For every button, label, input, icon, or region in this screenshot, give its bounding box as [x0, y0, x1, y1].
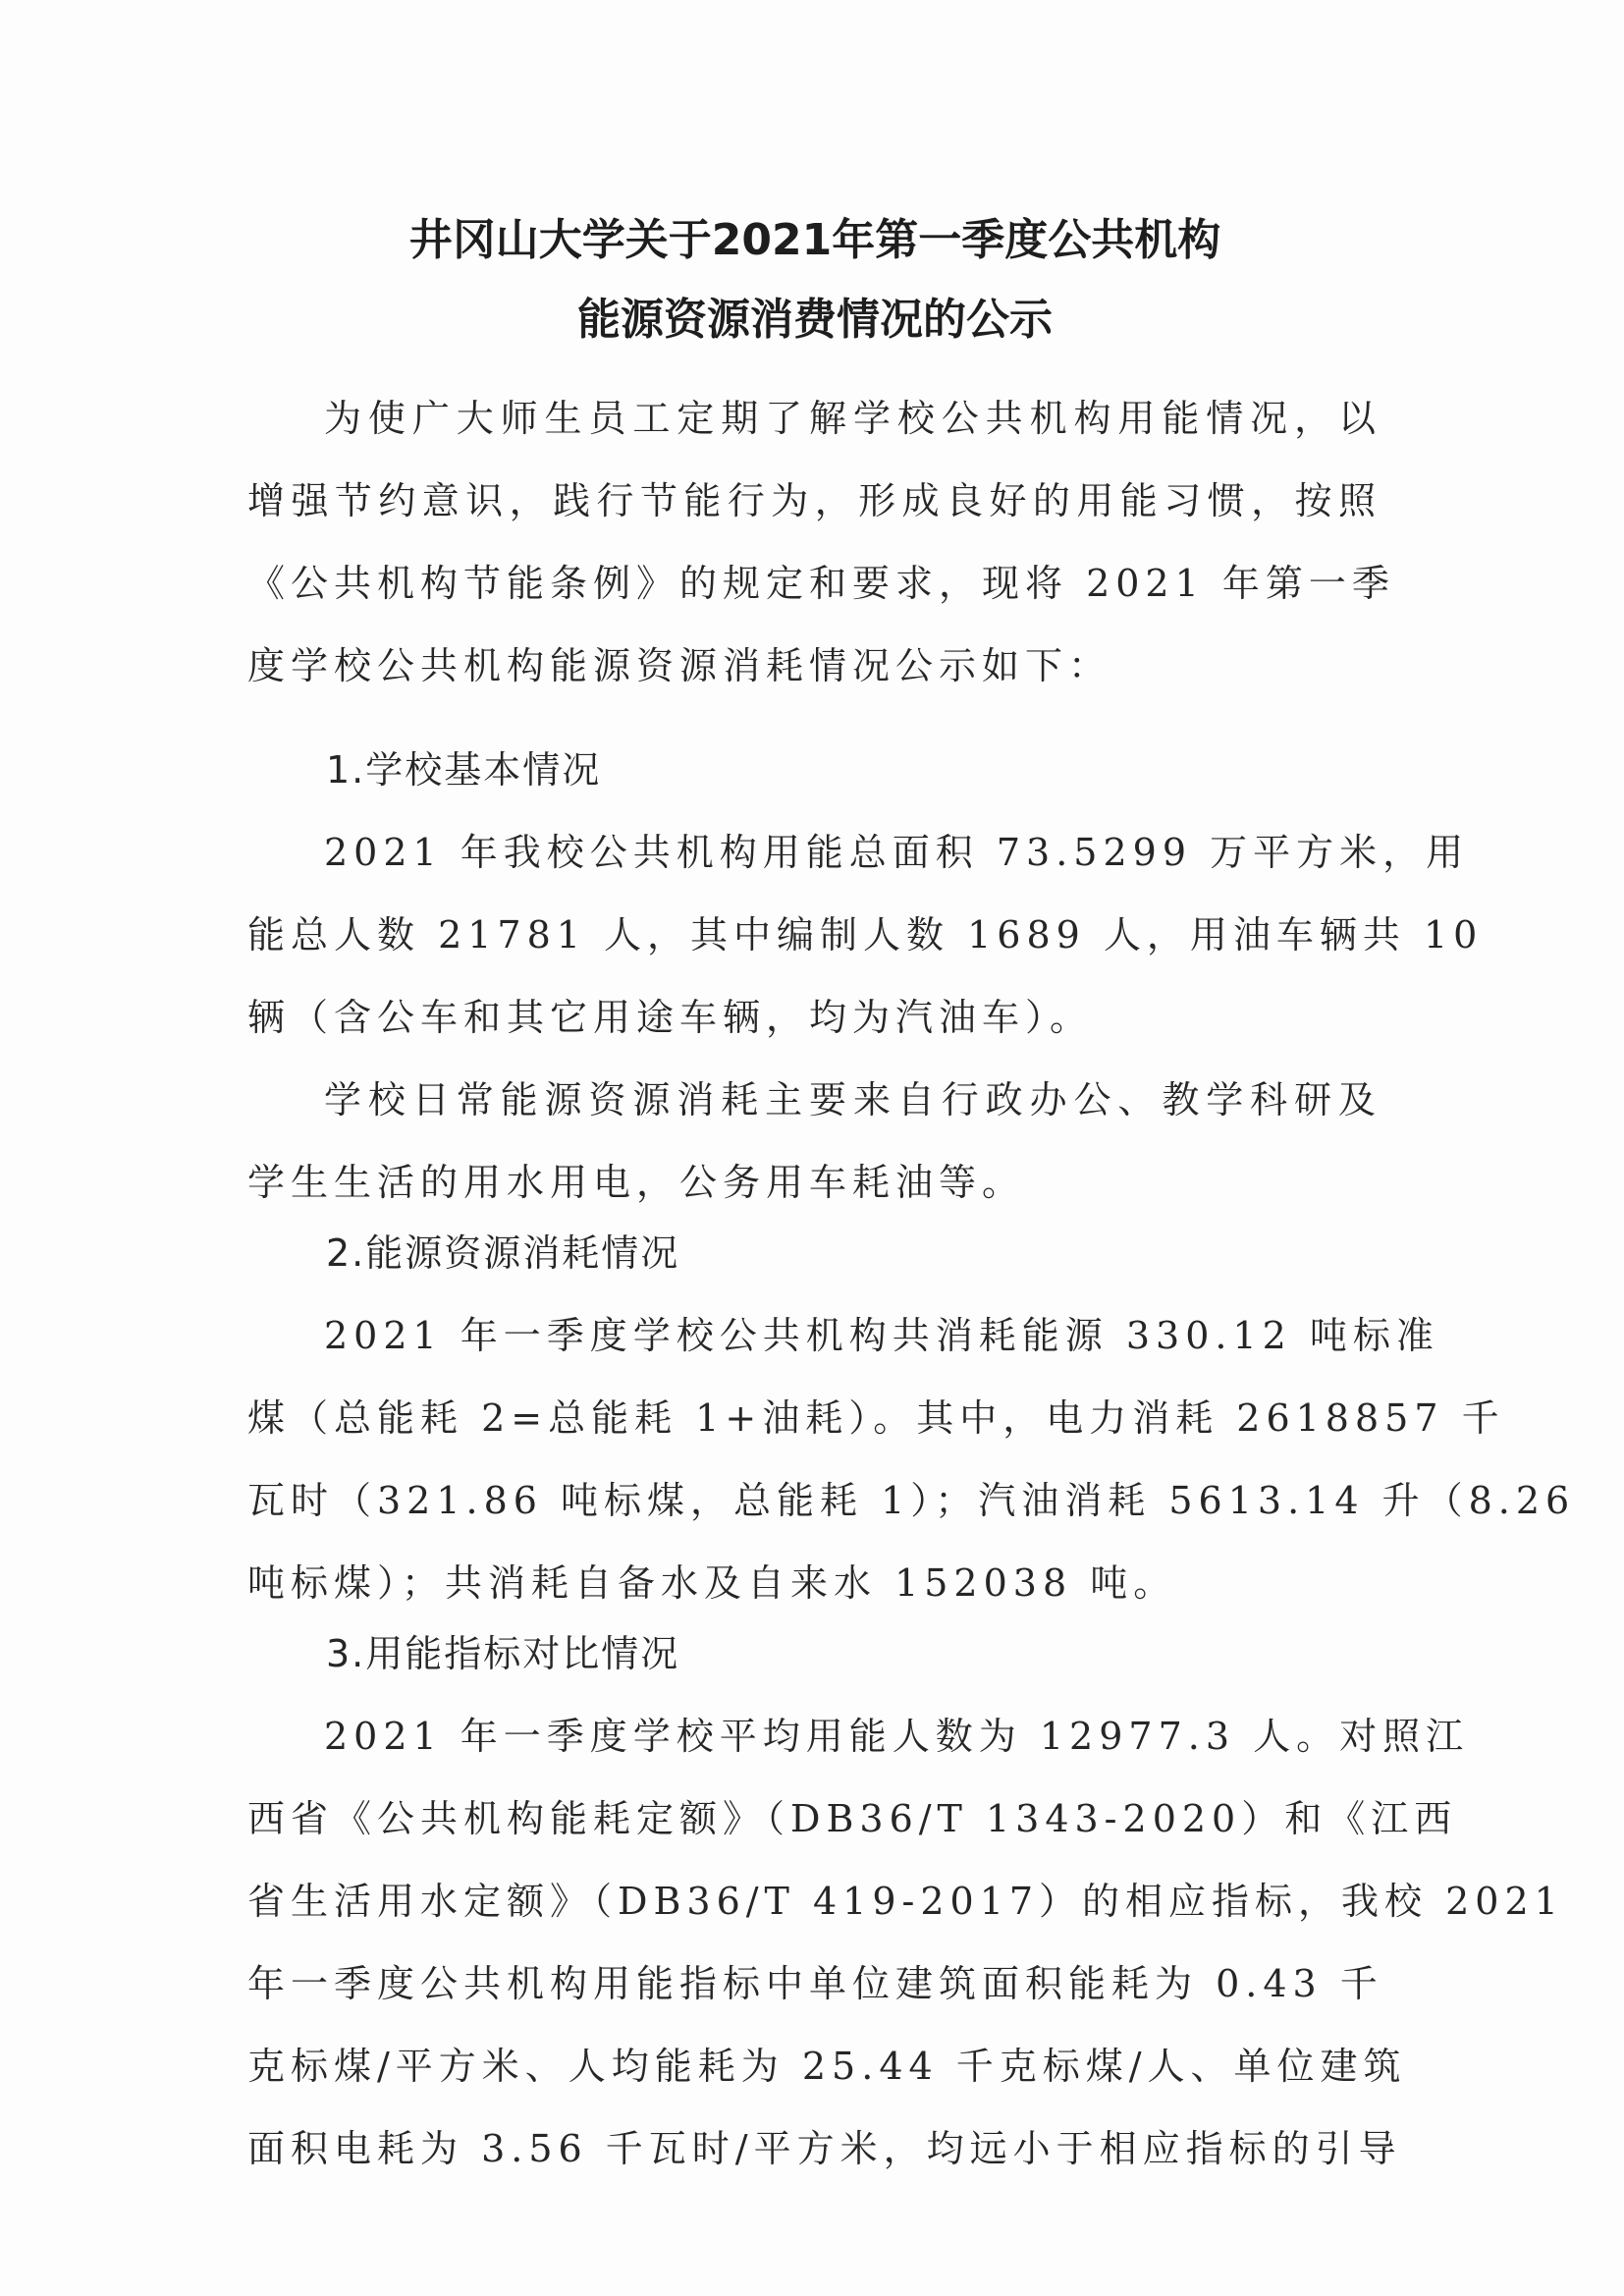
basic-info-line-2: 能总人数 21781 人，其中编制人数 1689 人，用油车辆共 10: [247, 913, 1484, 957]
basic-info-line-3: 辆（含公车和其它用途车辆，均为汽油车）。: [247, 996, 1094, 1039]
consumption-line-2: 煤（总能耗 2=总能耗 1+油耗）。其中，电力消耗 2618857 千: [247, 1396, 1505, 1440]
intro-line-1: 为使广大师生员工定期了解学校公共机构用能情况，以: [324, 397, 1381, 440]
consumption-source-line-2: 学生生活的用水用电，公务用车耗油等。: [247, 1161, 1026, 1204]
comparison-line-6: 面积电耗为 3.56 千瓦时/平方米，均远小于相应指标的引导: [247, 2127, 1402, 2170]
section-heading-1: 1.学校基本情况: [326, 748, 602, 792]
document-title-line-2: 能源资源消费情况的公示: [577, 295, 1053, 345]
basic-info-line-1: 2021 年我校公共机构用能总面积 73.5299 万平方米，用: [324, 831, 1470, 874]
consumption-line-4: 吨标煤）；共消耗自备水及自来水 152038 吨。: [247, 1561, 1177, 1605]
comparison-line-3: 省生活用水定额》（DB36/T 419-2017）的相应指标，我校 2021: [247, 1880, 1564, 1923]
section-heading-2: 2.能源资源消耗情况: [326, 1231, 680, 1275]
consumption-line-3: 瓦时（321.86 吨标煤，总能耗 1）；汽油消耗 5613.14 升（8.26: [247, 1479, 1576, 1522]
document-title-line-1: 井冈山大学关于2021年第一季度公共机构: [408, 215, 1221, 265]
intro-line-3: 《公共机构节能条例》的规定和要求，现将 2021 年第一季: [247, 562, 1395, 605]
intro-line-4: 度学校公共机构能源资源消耗情况公示如下：: [247, 644, 1112, 687]
intro-line-2: 增强节约意识，践行节能行为，形成良好的用能习惯，按照: [247, 479, 1381, 522]
section-heading-3: 3.用能指标对比情况: [326, 1632, 680, 1675]
comparison-line-2: 西省《公共机构能耗定额》（DB36/T 1343-2020）和《江西: [247, 1797, 1458, 1840]
consumption-source-line-1: 学校日常能源资源消耗主要来自行政办公、教学科研及: [324, 1078, 1381, 1121]
comparison-line-1: 2021 年一季度学校平均用能人数为 12977.3 人。对照江: [324, 1715, 1470, 1758]
comparison-line-4: 年一季度公共机构用能指标中单位建筑面积能耗为 0.43 千: [247, 1962, 1383, 2005]
consumption-line-1: 2021 年一季度学校公共机构共消耗能源 330.12 吨标准: [324, 1314, 1439, 1357]
comparison-line-5: 克标煤/平方米、人均能耗为 25.44 千克标煤/人、单位建筑: [247, 2045, 1407, 2088]
